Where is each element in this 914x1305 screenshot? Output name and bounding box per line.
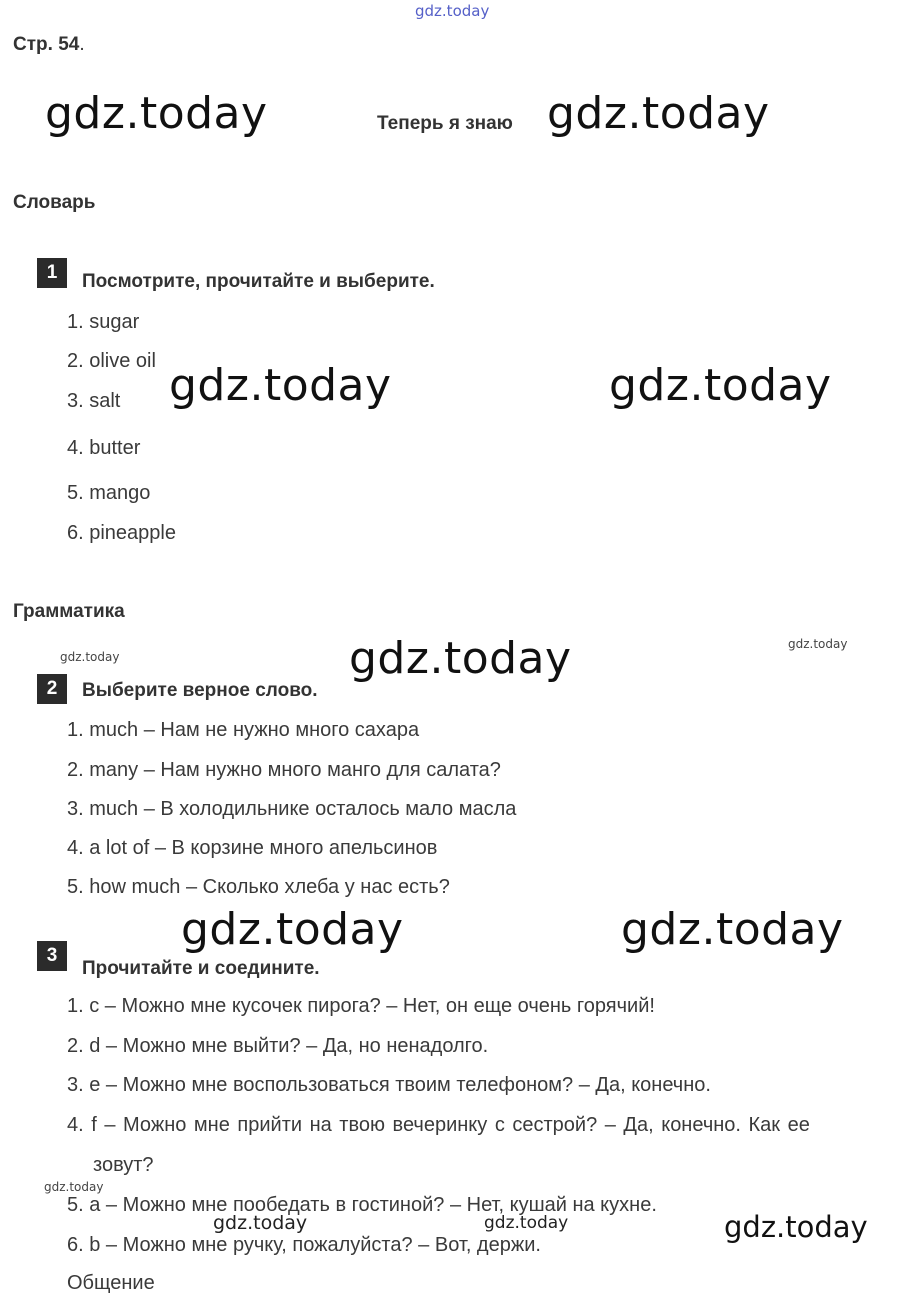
list-item: 4. butter: [67, 437, 141, 459]
list-item: 4. a lot of – В корзине много апельсинов: [67, 837, 438, 859]
list-item: 1. c – Можно мне кусочек пирога? – Нет, он еще очень горячий!: [67, 995, 655, 1017]
task-number-badge: 2: [37, 674, 67, 704]
list-item: 2. olive oil: [67, 350, 156, 372]
list-item: 1. sugar: [67, 311, 140, 333]
watermark: gdz.today: [484, 1213, 569, 1233]
watermark: gdz.today: [169, 360, 392, 411]
page-title: Теперь я знаю: [377, 113, 513, 134]
watermark: gdz.today: [621, 904, 844, 955]
watermark: gdz.today: [609, 360, 832, 411]
task-title: Выберите верное слово.: [82, 680, 318, 701]
watermark: gdz.today: [45, 88, 268, 139]
list-item: 1. much – Нам не нужно много сахара: [67, 719, 420, 741]
list-item: 5. a – Можно мне пообедать в гостиной? – Нет, кушай на кухне.: [67, 1194, 657, 1216]
watermark: gdz.today: [44, 1180, 104, 1194]
list-item: 4. f – Можно мне прийти на твою вечеринку с сестрой? – Да, конечно. Как ее: [67, 1114, 810, 1136]
task-number-badge: 3: [37, 941, 67, 971]
list-item: 5. mango: [67, 482, 151, 504]
task-title: Прочитайте и соедините.: [82, 958, 320, 979]
watermark: gdz.today: [724, 1210, 868, 1244]
page-label: Стр. 54.: [13, 34, 85, 55]
list-item: 2. d – Можно мне выйти? – Да, но ненадолго.: [67, 1035, 489, 1057]
watermark: gdz.today: [213, 1212, 308, 1234]
list-item: 3. salt: [67, 390, 121, 412]
watermark: gdz.today: [181, 904, 404, 955]
section-title-grammar: Грамматика: [13, 601, 125, 622]
section-title-communication: Общение: [67, 1272, 155, 1294]
task-number-badge: 1: [37, 258, 67, 288]
list-item: 6. pineapple: [67, 522, 176, 544]
task-title: Посмотрите, прочитайте и выберите.: [82, 271, 435, 292]
list-item: 5. how much – Сколько хлеба у нас есть?: [67, 876, 450, 898]
list-item-continuation: зовут?: [93, 1154, 154, 1176]
watermark: gdz.today: [415, 2, 490, 20]
section-title-vocabulary: Словарь: [13, 192, 96, 213]
watermark: gdz.today: [60, 650, 120, 664]
list-item: 6. b – Можно мне ручку, пожалуйста? – Вот, держи.: [67, 1234, 541, 1256]
watermark: gdz.today: [547, 88, 770, 139]
watermark: gdz.today: [349, 633, 572, 684]
list-item: 3. much – В холодильнике осталось мало масла: [67, 798, 517, 820]
watermark: gdz.today: [788, 637, 848, 651]
list-item: 2. many – Нам нужно много манго для салата?: [67, 759, 501, 781]
list-item: 3. e – Можно мне воспользоваться твоим телефоном? – Да, конечно.: [67, 1074, 711, 1096]
